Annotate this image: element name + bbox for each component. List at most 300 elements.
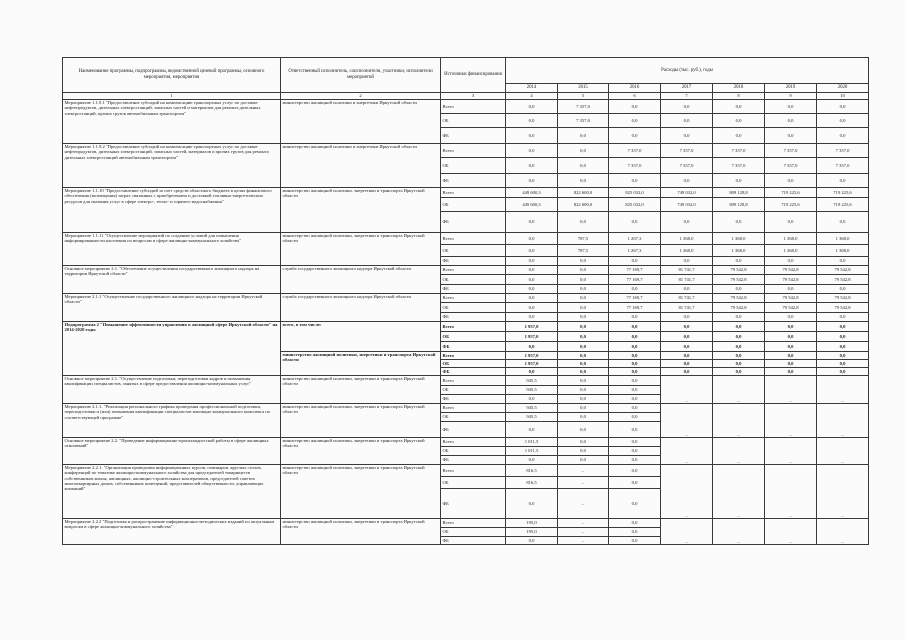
amount-cell: 0,0: [558, 174, 609, 188]
amount-cell: 0,0: [506, 275, 558, 285]
measure-name-cell: Мероприятие 1.1.11 "Осуществление мероприятий по созданию условий для повышения информированности населения по вопросам в сфере жилищно-коммунального хозяйства": [63, 233, 281, 266]
table-row: [63, 266, 869, 275]
amount-cell: 0,0: [506, 100, 558, 114]
amount-cell: 0,0: [558, 144, 609, 158]
funding-source-cell: ОБ: [441, 158, 506, 174]
amount-cell: 719 225,6: [817, 198, 869, 212]
amount-cell: 0,0: [713, 174, 765, 188]
year-header-cell: 2017: [661, 84, 713, 93]
amount-cell: 0,0: [558, 360, 609, 368]
dash-cell: –: [661, 404, 713, 438]
amount-cell: 1 368,0: [713, 245, 765, 257]
header-expenses-cell: Расходы (тыс. руб.), годы: [506, 58, 869, 84]
amount-cell: 0,0: [609, 537, 661, 545]
amount-cell: 787,5: [558, 245, 609, 257]
amount-cell: 0,0: [558, 386, 609, 395]
amount-cell: 0,0: [506, 233, 558, 245]
amount-cell: 1 368,0: [765, 233, 817, 245]
executor-cell: служба государственного жилищного надзора Иркутской области: [281, 266, 441, 294]
amount-cell: 1 368,0: [817, 233, 869, 245]
amount-cell: 79 542,8: [817, 266, 869, 275]
dash-cell: –: [765, 438, 817, 465]
funding-source-cell: ФБ: [441, 537, 506, 545]
amount-cell: 1 957,0: [506, 332, 558, 342]
amount-cell: 0,0: [661, 257, 713, 266]
amount-cell: 0,0: [765, 257, 817, 266]
column-number-row: [63, 93, 869, 100]
measure-name-cell: Мероприятие 2.1.1 "Осуществление государственного жилищного надзора на территории Иркутской области": [63, 294, 281, 322]
amount-cell: 0,0: [817, 257, 869, 266]
amount-cell: 0,0: [817, 114, 869, 128]
amount-cell: 945,5: [506, 413, 558, 422]
dash-cell: –: [765, 376, 817, 404]
amount-cell: 7 357,0: [609, 158, 661, 174]
amount-cell: 0,0: [817, 322, 869, 332]
amount-cell: 0,0: [765, 313, 817, 322]
dash-cell: –: [817, 438, 869, 465]
dash-cell: –: [817, 376, 869, 404]
amount-cell: 0,0: [661, 352, 713, 360]
amount-cell: 1 368,0: [661, 245, 713, 257]
amount-cell: 0,0: [609, 422, 661, 438]
amount-cell: 0,0: [506, 245, 558, 257]
funding-source-cell: ФБ: [441, 422, 506, 438]
amount-cell: 945,5: [506, 404, 558, 413]
amount-cell: 79 542,8: [713, 303, 765, 313]
amount-cell: 0,0: [609, 342, 661, 352]
amount-cell: 0,0: [713, 332, 765, 342]
table-row: [63, 233, 869, 245]
table-row: [63, 144, 869, 158]
amount-cell: 1 957,0: [506, 352, 558, 360]
dash-cell: –: [713, 404, 765, 438]
funding-source-cell: ФБ: [441, 174, 506, 188]
amount-cell: 79 542,8: [713, 294, 765, 303]
table-row: [63, 519, 869, 528]
amount-cell: 81 741,7: [661, 294, 713, 303]
amount-cell: 0,0: [609, 376, 661, 386]
amount-cell: 0,0: [713, 285, 765, 294]
amount-cell: 0,0: [506, 422, 558, 438]
amount-cell: 0,0: [765, 174, 817, 188]
amount-cell: 0,0: [506, 212, 558, 233]
dash-cell: –: [713, 465, 765, 519]
dash-cell: –: [817, 465, 869, 519]
column-number-cell: 9: [765, 93, 817, 100]
amount-cell: 0,0: [661, 285, 713, 294]
funding-source-cell: Всего: [441, 376, 506, 386]
funding-source-cell: ФБ: [441, 489, 506, 519]
amount-cell: 0,0: [817, 332, 869, 342]
amount-cell: 0,0: [506, 128, 558, 144]
amount-cell: 0,0: [506, 489, 558, 519]
amount-cell: 0,0: [609, 368, 661, 376]
amount-cell: 79 542,8: [765, 303, 817, 313]
amount-cell: 0,0: [609, 489, 661, 519]
funding-source-cell: Всего: [441, 294, 506, 303]
amount-cell: 0,0: [765, 322, 817, 332]
amount-cell: 449 600,3: [506, 188, 558, 198]
amount-cell: 945,5: [506, 376, 558, 386]
dash-cell: –: [661, 376, 713, 404]
amount-cell: 195,0: [506, 519, 558, 528]
amount-cell: 81 741,7: [661, 303, 713, 313]
amount-cell: 0,0: [558, 342, 609, 352]
amount-cell: 0,0: [609, 438, 661, 447]
amount-cell: 0,0: [506, 303, 558, 313]
subprogram-name-cell: Подпрограмма 2 "Повышение эффективности управления в жилищной сфере Иркутской области" на 2014-2020 годы: [63, 322, 281, 376]
executor-cell: министерство жилищной политики, энергетики и транспорта Иркутской области: [281, 465, 441, 519]
column-number-cell: 8: [713, 93, 765, 100]
dash-cell: –: [661, 438, 713, 465]
amount-cell: –: [558, 477, 609, 489]
amount-cell: 0,0: [558, 456, 609, 465]
amount-cell: 0,0: [558, 404, 609, 413]
amount-cell: 7 357,0: [661, 158, 713, 174]
amount-cell: 0,0: [609, 100, 661, 114]
amount-cell: 0,0: [765, 342, 817, 352]
column-number-cell: 6: [609, 93, 661, 100]
column-number-cell: 5: [558, 93, 609, 100]
funding-source-cell: ОБ: [441, 303, 506, 313]
funding-source-cell: Всего: [441, 144, 506, 158]
funding-source-cell: ФБ: [441, 342, 506, 352]
amount-cell: 0,0: [558, 158, 609, 174]
amount-cell: 0,0: [661, 114, 713, 128]
amount-cell: 0,0: [765, 352, 817, 360]
amount-cell: 1 957,0: [506, 360, 558, 368]
measure-name-cell: Мероприятие 1.1.9.2 "Предоставление субсидий на компенсацию транспортных услуг по доставке нефтепродуктов, дизельных электростанций, запасных частей, материалов и прочих грузов для ремонта дизельных электростанций автомобильным транспортом": [63, 144, 281, 188]
amount-cell: 81 741,7: [661, 266, 713, 275]
amount-cell: –: [558, 537, 609, 545]
funding-source-cell: ОБ: [441, 114, 506, 128]
funding-source-cell: ОБ: [441, 528, 506, 537]
amount-cell: 79 542,8: [713, 275, 765, 285]
year-header-cell: 2018: [713, 84, 765, 93]
amount-cell: 77 169,7: [609, 303, 661, 313]
amount-cell: 0,0: [817, 360, 869, 368]
amount-cell: 0,0: [609, 465, 661, 477]
header-row: [63, 58, 869, 84]
amount-cell: 79 542,8: [817, 275, 869, 285]
amount-cell: 7 357,0: [558, 100, 609, 114]
amount-cell: 0,0: [609, 404, 661, 413]
amount-cell: 0,0: [765, 128, 817, 144]
table-row: [63, 294, 869, 303]
measure-name-cell: Мероприятие 2.2.2 "Подготовка и распространение информационно-методических изданий по актуальным вопросам в сфере жилищно-коммунального хозяйства": [63, 519, 281, 545]
amount-cell: 0,0: [609, 212, 661, 233]
amount-cell: 0,0: [506, 395, 558, 404]
header-executor-cell: Ответственный исполнитель, соисполнители, участники, исполнители мероприятий: [281, 58, 441, 93]
amount-cell: 0,0: [713, 114, 765, 128]
amount-cell: 7 357,0: [609, 144, 661, 158]
amount-cell: 79 542,8: [713, 266, 765, 275]
amount-cell: 0,0: [713, 368, 765, 376]
amount-cell: 0,0: [558, 376, 609, 386]
column-number-cell: 3: [441, 93, 506, 100]
funding-source-cell: ОБ: [441, 360, 506, 368]
funding-source-cell: Всего: [441, 266, 506, 275]
amount-cell: 1 267,3: [609, 245, 661, 257]
dash-cell: –: [817, 404, 869, 438]
amount-cell: 0,0: [558, 285, 609, 294]
amount-cell: 0,0: [713, 342, 765, 352]
amount-cell: 77 169,7: [609, 294, 661, 303]
amount-cell: 0,0: [661, 128, 713, 144]
measure-name-cell: Основное мероприятие 2.1. "Осуществление подготовки, переподготовки кадров и повышения квалификации специалистов, занятых в сфере предоставления жилищно-коммунальных услуг": [63, 376, 281, 404]
amount-cell: 0,0: [713, 100, 765, 114]
executor-cell: министерство жилищной политики, энергетики и транспорта Иркутской области: [281, 376, 441, 404]
funding-source-cell: Всего: [441, 188, 506, 198]
amount-cell: 749 032,0: [661, 198, 713, 212]
amount-cell: 0,0: [661, 368, 713, 376]
amount-cell: 0,0: [506, 158, 558, 174]
amount-cell: 0,0: [609, 257, 661, 266]
executor-cell: министерство жилищной политики и энергетики Иркутской области: [281, 144, 441, 188]
amount-cell: 0,0: [817, 342, 869, 352]
amount-cell: 0,0: [661, 100, 713, 114]
amount-cell: 79 542,8: [817, 303, 869, 313]
amount-cell: 1 368,0: [817, 245, 869, 257]
amount-cell: 0,0: [558, 212, 609, 233]
amount-cell: 0,0: [506, 285, 558, 294]
funding-source-cell: ФБ: [441, 212, 506, 233]
funding-source-cell: ФБ: [441, 395, 506, 404]
column-number-cell: 4: [506, 93, 558, 100]
amount-cell: 0,0: [765, 212, 817, 233]
amount-cell: 0,0: [558, 447, 609, 456]
amount-cell: 79 542,8: [765, 294, 817, 303]
amount-cell: 7 357,0: [713, 158, 765, 174]
amount-cell: 0,0: [765, 100, 817, 114]
amount-cell: 809 128,8: [713, 188, 765, 198]
amount-cell: 0,0: [558, 294, 609, 303]
amount-cell: 0,0: [558, 422, 609, 438]
dash-cell: –: [765, 465, 817, 519]
amount-cell: 0,0: [558, 275, 609, 285]
amount-cell: 749 032,0: [661, 188, 713, 198]
amount-cell: 0,0: [609, 447, 661, 456]
amount-cell: –: [558, 465, 609, 477]
measure-name-cell: Мероприятие 2.1.1. "Реализация регионального графика проведения профессиональной подготовки, переподготовки и (или) повышения квалификации специалистов жилищно-коммунального комплекса по соответствующей программе": [63, 404, 281, 438]
amount-cell: 0,0: [558, 332, 609, 342]
funding-source-cell: ОБ: [441, 386, 506, 395]
dash-cell: –: [661, 465, 713, 519]
table-row: [63, 100, 869, 114]
amount-cell: 0,0: [609, 477, 661, 489]
amount-cell: 0,0: [713, 257, 765, 266]
executor-cell: министерство жилищной политики, энергетики и транспорта Иркутской области: [281, 188, 441, 233]
funding-source-cell: Всего: [441, 100, 506, 114]
amount-cell: 825 032,0: [609, 198, 661, 212]
executor-cell: министерство жилищной политики и энергетики Иркутской области: [281, 100, 441, 144]
table-row: [63, 376, 869, 386]
funding-source-cell: Всего: [441, 465, 506, 477]
column-number-cell: 7: [661, 93, 713, 100]
amount-cell: 0,0: [817, 352, 869, 360]
funding-source-cell: Всего: [441, 404, 506, 413]
amount-cell: 0,0: [609, 386, 661, 395]
funding-source-cell: ФБ: [441, 368, 506, 376]
header-source-cell: Источники финансирования: [441, 58, 506, 93]
amount-cell: 0,0: [817, 174, 869, 188]
dash-cell: –: [661, 519, 713, 545]
amount-cell: 1 957,0: [506, 322, 558, 332]
table-row: [63, 404, 869, 413]
amount-cell: 0,0: [817, 313, 869, 322]
amount-cell: 7 357,0: [713, 144, 765, 158]
amount-cell: 0,0: [713, 352, 765, 360]
year-header-cell: 2019: [765, 84, 817, 93]
amount-cell: 0,0: [609, 456, 661, 465]
amount-cell: 787,5: [558, 233, 609, 245]
amount-cell: 77 169,7: [609, 275, 661, 285]
amount-cell: 0,0: [506, 257, 558, 266]
amount-cell: 0,0: [609, 322, 661, 332]
amount-cell: 7 357,0: [558, 114, 609, 128]
executor-cell: министерство жилищной политики, энергетики и транспорта Иркутской области: [281, 438, 441, 465]
measure-name-cell: Основное мероприятие 2.1. "Обеспечение осуществления государственного жилищного надзора на территории Иркутской области": [63, 266, 281, 294]
amount-cell: 0,0: [506, 537, 558, 545]
amount-cell: 0,0: [661, 174, 713, 188]
funding-source-cell: ОБ: [441, 245, 506, 257]
amount-cell: 719 225,6: [765, 188, 817, 198]
amount-cell: 0,0: [765, 332, 817, 342]
amount-cell: 0,0: [661, 212, 713, 233]
amount-cell: 79 542,8: [765, 266, 817, 275]
table-row: [63, 465, 869, 477]
funding-source-cell: Всего: [441, 233, 506, 245]
executor-cell: служба государственного жилищного надзора Иркутской области: [281, 294, 441, 322]
funding-source-cell: ОБ: [441, 275, 506, 285]
dash-cell: –: [817, 519, 869, 545]
amount-cell: 0,0: [506, 144, 558, 158]
amount-cell: 0,0: [609, 352, 661, 360]
amount-cell: 0,0: [817, 285, 869, 294]
amount-cell: 719 225,6: [765, 198, 817, 212]
dash-cell: –: [765, 519, 817, 545]
amount-cell: 0,0: [609, 360, 661, 368]
funding-source-cell: Всего: [441, 519, 506, 528]
amount-cell: 0,0: [765, 285, 817, 294]
amount-cell: 7 357,0: [817, 158, 869, 174]
amount-cell: 0,0: [506, 266, 558, 275]
year-header-cell: 2015: [558, 84, 609, 93]
amount-cell: 0,0: [817, 100, 869, 114]
amount-cell: 0,0: [661, 322, 713, 332]
amount-cell: 7 357,0: [765, 158, 817, 174]
amount-cell: 79 542,8: [817, 294, 869, 303]
amount-cell: 0,0: [558, 438, 609, 447]
amount-cell: 7 357,0: [765, 144, 817, 158]
table-row: [63, 188, 869, 198]
header-name-cell: Наименование программы, подпрограммы, ведомственной целевой программы, основного мероприятия, мероприятия: [63, 58, 281, 93]
amount-cell: 0,0: [713, 322, 765, 332]
amount-cell: 1 267,3: [609, 233, 661, 245]
amount-cell: 1 368,0: [713, 233, 765, 245]
executor-cell: всего, в том числе:: [281, 322, 441, 352]
funding-source-cell: ФБ: [441, 456, 506, 465]
funding-source-cell: ФБ: [441, 313, 506, 322]
amount-cell: 0,0: [609, 285, 661, 294]
measure-name-cell: Основное мероприятие 2.2. "Проведение информационно-пропагандистской работы в сфере жилищных отношений": [63, 438, 281, 465]
amount-cell: 0,0: [661, 342, 713, 352]
amount-cell: 822 600,0: [558, 188, 609, 198]
amount-cell: 0,0: [765, 368, 817, 376]
amount-cell: 0,0: [661, 332, 713, 342]
table-row: [63, 322, 869, 332]
dash-cell: –: [713, 438, 765, 465]
amount-cell: 0,0: [558, 413, 609, 422]
amount-cell: 0,0: [558, 303, 609, 313]
amount-cell: 822 600,0: [558, 198, 609, 212]
amount-cell: 0,0: [506, 174, 558, 188]
executor-cell: министерство жилищной политики, энергетики и транспорта Иркутской области: [281, 519, 441, 545]
column-number-cell: 10: [817, 93, 869, 100]
funding-source-cell: ОБ: [441, 477, 506, 489]
amount-cell: 195,0: [506, 528, 558, 537]
measure-name-cell: Мероприятие 1.1.9.1 "Предоставление субсидий на компенсацию транспортных услуг по доставке нефтепродуктов, дизельных электростанций, запасных частей и материалов для ремонта дизельных электростанций, прочих грузов автомобильным транспортом": [63, 100, 281, 144]
executor-cell: министерство жилищной политики, энергетики и транспорта Иркутской области: [281, 233, 441, 266]
amount-cell: –: [558, 519, 609, 528]
amount-cell: 0,0: [558, 313, 609, 322]
table-row: [63, 438, 869, 447]
amount-cell: 0,0: [609, 313, 661, 322]
amount-cell: 0,0: [558, 352, 609, 360]
amount-cell: 0,0: [817, 368, 869, 376]
amount-cell: –: [558, 489, 609, 519]
amount-cell: 0,0: [713, 128, 765, 144]
funding-source-cell: Всего: [441, 438, 506, 447]
amount-cell: 0,0: [558, 322, 609, 332]
amount-cell: 0,0: [609, 332, 661, 342]
amount-cell: 0,0: [765, 360, 817, 368]
amount-cell: 0,0: [506, 313, 558, 322]
amount-cell: 77 169,7: [609, 266, 661, 275]
executor-cell: министерство жилищной политики, энергетики и транспорта Иркутской области: [281, 404, 441, 438]
funding-source-cell: ФБ: [441, 257, 506, 266]
amount-cell: 0,0: [609, 519, 661, 528]
amount-cell: 945,5: [506, 386, 558, 395]
amount-cell: 816,5: [506, 477, 558, 489]
budget-table: [62, 57, 869, 545]
amount-cell: 0,0: [609, 528, 661, 537]
amount-cell: 719 225,6: [817, 188, 869, 198]
executor-cell: министерство жилищной политики, энергетики и транспорта Иркутской области: [281, 352, 441, 376]
amount-cell: 825 032,0: [609, 188, 661, 198]
amount-cell: 1 368,0: [661, 233, 713, 245]
amount-cell: 0,0: [506, 456, 558, 465]
amount-cell: –: [558, 528, 609, 537]
amount-cell: 7 357,0: [661, 144, 713, 158]
funding-source-cell: ФБ: [441, 128, 506, 144]
funding-source-cell: ОБ: [441, 413, 506, 422]
amount-cell: 0,0: [558, 128, 609, 144]
amount-cell: 0,0: [609, 128, 661, 144]
amount-cell: 449 600,3: [506, 198, 558, 212]
amount-cell: 0,0: [558, 257, 609, 266]
funding-source-cell: ОБ: [441, 332, 506, 342]
amount-cell: 0,0: [817, 128, 869, 144]
funding-source-cell: ОБ: [441, 447, 506, 456]
amount-cell: 0,0: [817, 212, 869, 233]
amount-cell: 0,0: [661, 360, 713, 368]
column-number-cell: 1: [63, 93, 281, 100]
funding-source-cell: ОБ: [441, 198, 506, 212]
amount-cell: 1 011,5: [506, 447, 558, 456]
funding-source-cell: ФБ: [441, 285, 506, 294]
amount-cell: 816,5: [506, 465, 558, 477]
